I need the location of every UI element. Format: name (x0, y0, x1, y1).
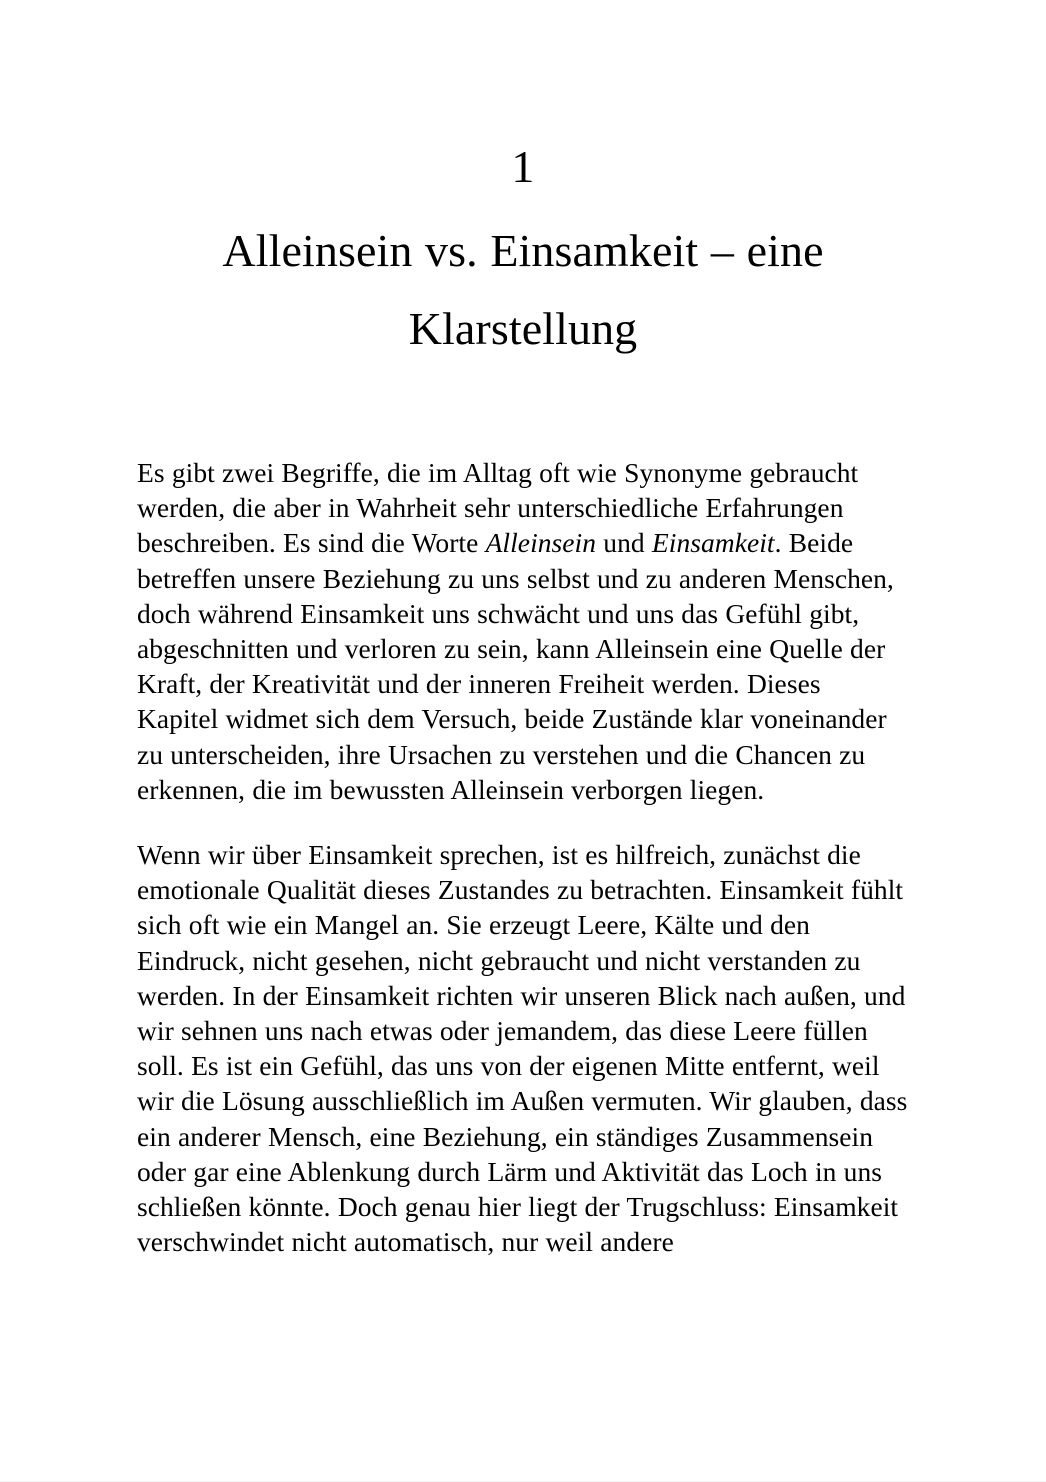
emphasised-term: Einsamkeit (651, 527, 775, 559)
page-content-column (137, 0, 909, 1259)
emphasised-term: Alleinsein (485, 527, 597, 559)
body-paragraph: Wenn wir über Einsamkeit sprechen, ist es hilfreich, zunächst die emotionale Qualität dieses Zustandes zu betrachten. Einsamkeit fühlt sich oft wie ein Mangel an. Sie erzeugt Leere, Kälte und den Eindruck, nicht gesehen, nicht gebraucht und nicht verstanden zu werden. In der Einsamkeit richten wir unseren Blick nach außen, und wir sehnen uns nach etwas oder jemandem, das diese Leere füllen soll. Es ist ein Gefühl, das uns von der eigenen Mitte entfernt, weil wir die Lösung ausschließlich im Außen vermuten. Wir glauben, dass ein anderer Mensch, eine Beziehung, ein ständiges Zusammensein oder gar eine Ablenkung durch Lärm und Aktivität das Loch in uns schließen könnte. Doch genau hier liegt der Trugschluss: Einsamkeit verschwindet nicht automatisch, nur weil andere (137, 839, 908, 1258)
chapter-number: 1 (511, 141, 535, 192)
chapter-heading (137, 0, 909, 368)
body-paragraph: Es gibt zwei Begriffe, die im Alltag oft wie Synonyme gebraucht werden, die aber in Wahrheit sehr unterschiedliche Erfahrungen beschreiben. Es sind die Worte Alleinsein und Einsamkeit. Beide betreffen unsere Beziehung zu uns selbst und zu anderen Menschen, doch während Einsamkeit uns schwächt und uns das Gefühl gibt, abgeschnitten und verloren zu sein, kann Alleinsein eine Quelle der Kraft, der Kreativität und der inneren Freiheit werden. Dieses Kapitel widmet sich dem Versuch, beide Zustände klar voneinander zu unterscheiden, ihre Ursachen zu verstehen und die Chancen zu erkennen, die im bewussten Alleinsein verborgen liegen. (137, 457, 894, 805)
chapter-title: Alleinsein vs. Einsamkeit – eine Klarstellung (222, 225, 824, 354)
